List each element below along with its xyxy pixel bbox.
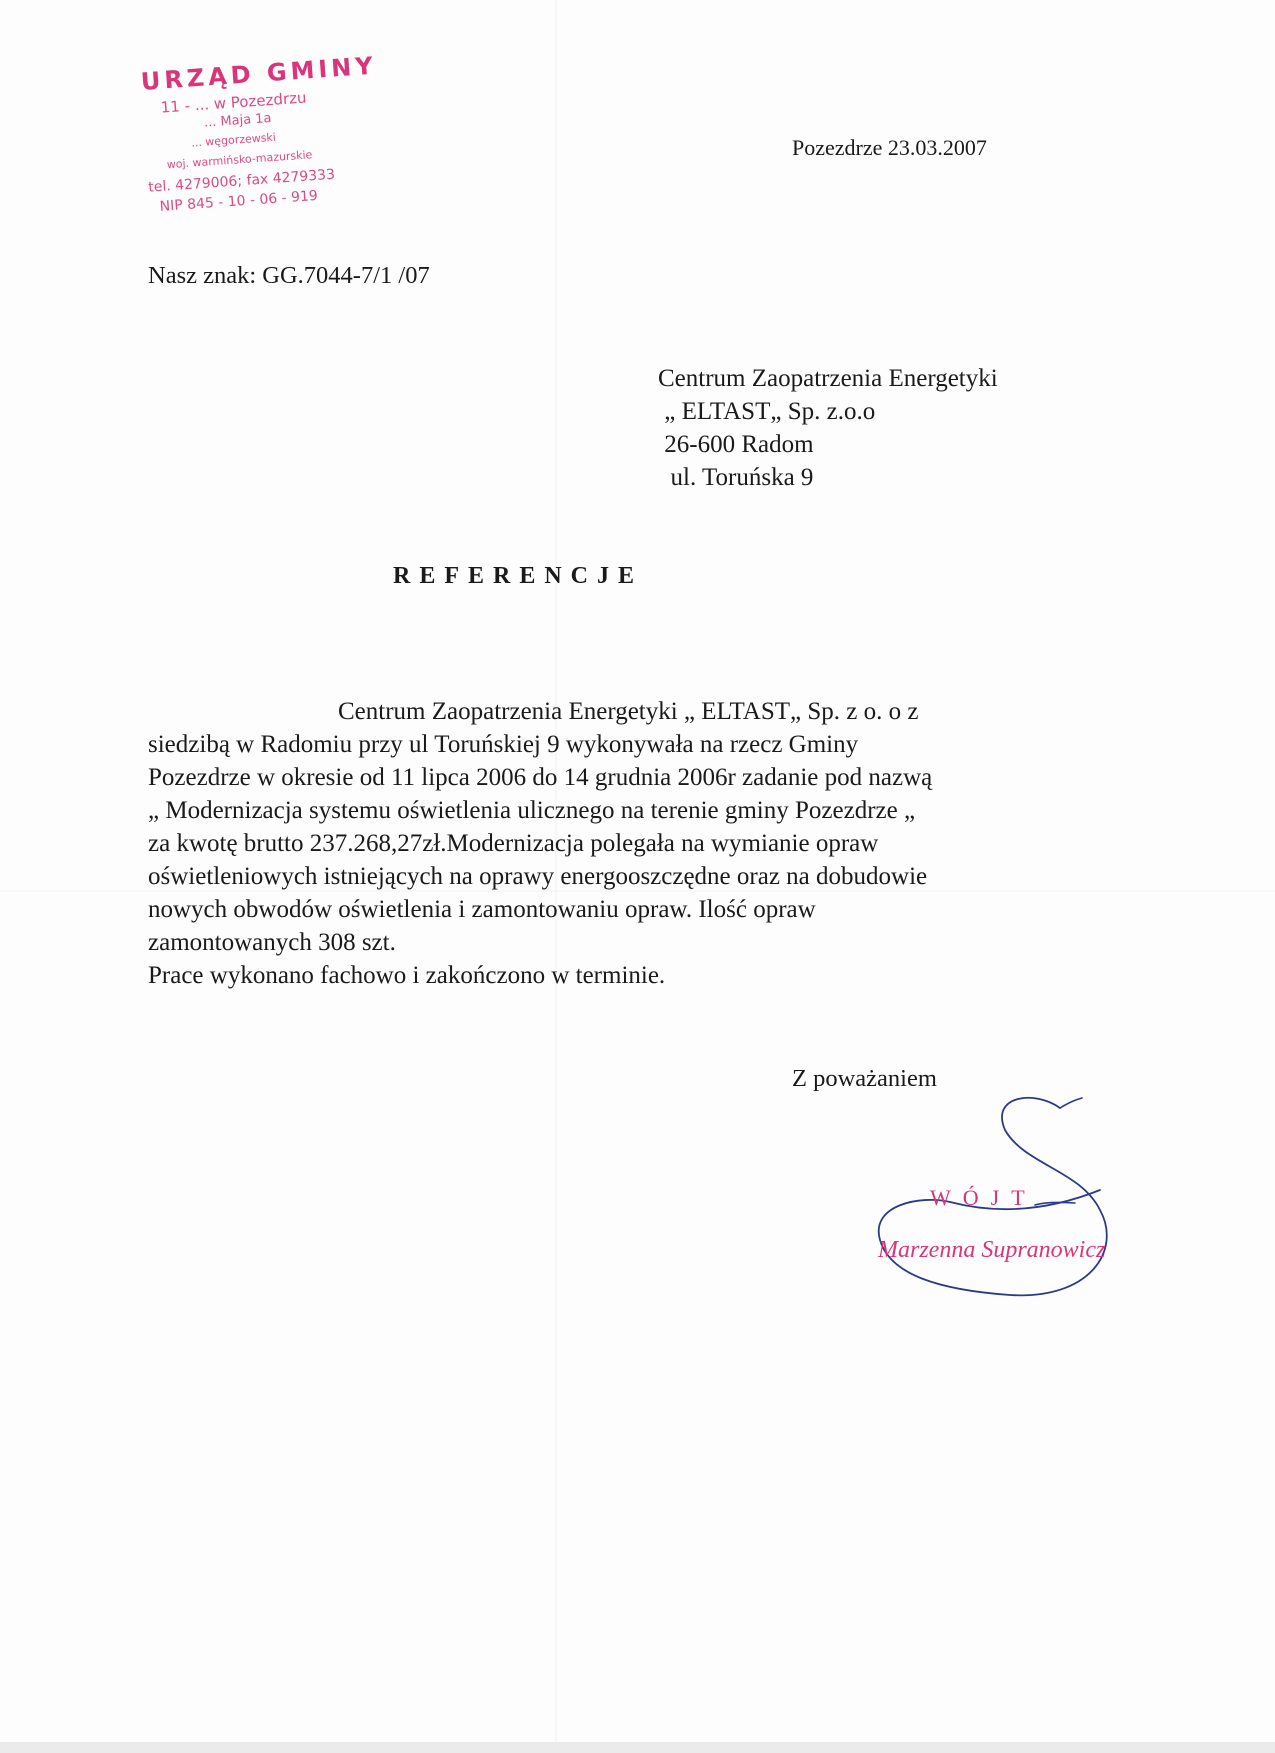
letter-body (148, 695, 932, 992)
body-line: Centrum Zaopatrzenia Energetyki „ ELTAST„ Sp. z o. o z (338, 698, 919, 725)
body-line: siedzibą w Radomiu przy ul Toruńskiej 9 wykonywała na rzecz Gminy (148, 731, 859, 758)
body-line: oświetleniowych istniejących na oprawy energooszczędne oraz na dobudowie (148, 863, 928, 890)
address-line: Centrum Zaopatrzenia Energetyki (658, 365, 998, 392)
recipient-address (658, 362, 998, 494)
stamp-line: tel. 4279006; fax 4279333 (147, 166, 336, 196)
stamp-line: woj. warmińsko-mazurskie (166, 148, 313, 172)
body-line: Prace wykonano fachowo i zakończono w terminie. (148, 962, 666, 989)
address-line: ul. Toruńska 9 (658, 464, 814, 491)
body-line: nowych obwodów oświetlenia i zamontowaniu opraw. Ilość opraw (148, 896, 816, 923)
closing-salutation: Z poważaniem (792, 1065, 937, 1092)
address-line: 26-600 Radom (658, 431, 814, 458)
body-line: „ Modernizacja systemu oświetlenia ulicznego na terenie gminy Pozezdrze „ (148, 797, 916, 824)
stamp-line: NIP 845 - 10 - 06 - 919 (159, 187, 319, 215)
stamp-title: URZĄD GMINY (140, 51, 378, 96)
stamp-line: ... Maja 1a (203, 110, 273, 131)
stamp-line: ... węgorzewski (190, 130, 277, 150)
office-stamp (140, 50, 412, 248)
body-line: zamontowanych 308 szt. (148, 929, 396, 956)
letter-date: Pozezdrze 23.03.2007 (792, 135, 987, 160)
body-line: za kwotę brutto 237.268,27zł.Modernizacja polegała na wymianie opraw (148, 830, 879, 857)
body-line: Pozezdrze w okresie od 11 lipca 2006 do 14 grudnia 2006r zadanie pod nazwą (148, 764, 933, 791)
scan-bottom-edge (0, 1742, 1275, 1753)
reference-number: Nasz znak: GG.7044-7/1 /07 (148, 262, 430, 289)
signature-stamp-title: WÓJT (930, 1185, 1037, 1210)
document-heading: REFERENCJE (393, 563, 644, 589)
signature-stamp-name: Marzenna Supranowicz (878, 1237, 1106, 1263)
address-line: „ ELTAST„ Sp. z.o.o (658, 398, 876, 425)
stamp-line: 11 - ... w Pozezdrzu (160, 88, 307, 117)
